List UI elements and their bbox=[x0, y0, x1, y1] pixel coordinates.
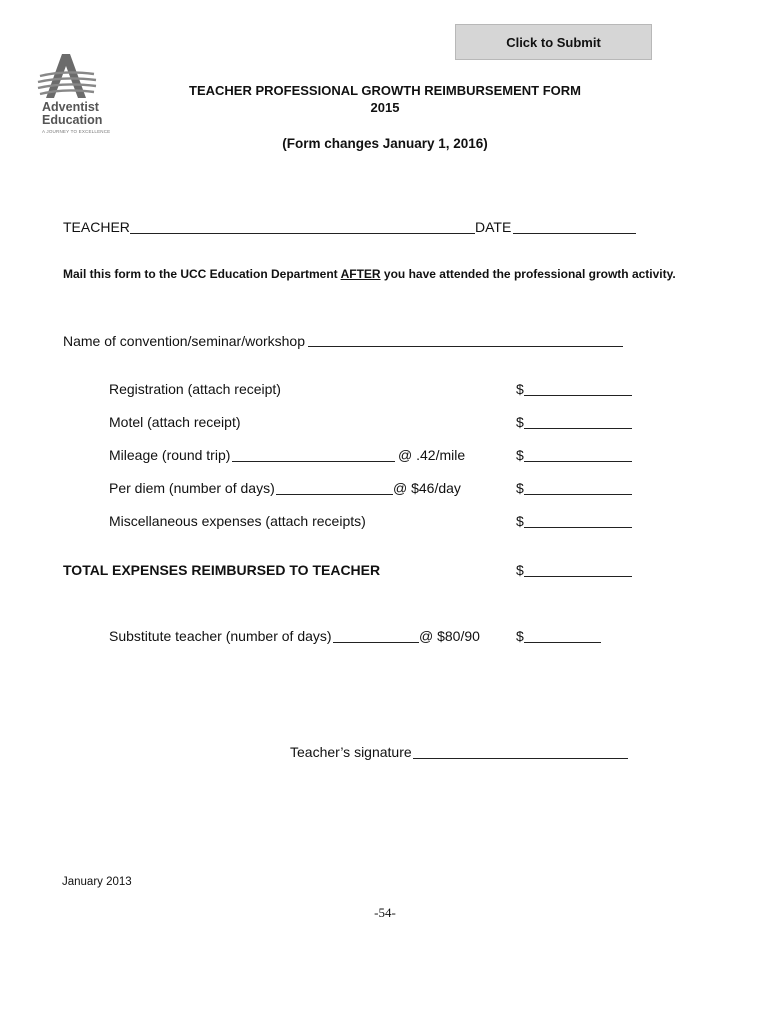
signature-field[interactable] bbox=[413, 758, 628, 759]
expense-currency: $ bbox=[516, 414, 524, 430]
teacher-label: TEACHER bbox=[63, 219, 130, 235]
page-number: -54- bbox=[374, 905, 396, 920]
convention-label: Name of convention/seminar/workshop bbox=[63, 333, 306, 349]
miscellaneous-amount-field[interactable] bbox=[524, 527, 632, 528]
expense-currency: $ bbox=[516, 447, 524, 463]
teacher-name-field[interactable] bbox=[130, 233, 475, 234]
date-field[interactable] bbox=[513, 233, 636, 234]
substitute-currency: $ bbox=[516, 628, 524, 644]
mail-instruction bbox=[63, 267, 676, 281]
form-title: TEACHER PROFESSIONAL GROWTH REIMBURSEMENT FORM bbox=[189, 83, 581, 98]
per-diem-amount-field[interactable] bbox=[524, 494, 632, 495]
expense-currency: $ bbox=[516, 381, 524, 397]
instruction-emphasis: AFTER bbox=[340, 267, 381, 281]
logo-text-education: Education bbox=[42, 113, 103, 127]
form-subtitle: (Form changes January 1, 2016) bbox=[282, 136, 488, 151]
submit-button[interactable]: Click to Submit bbox=[455, 24, 652, 60]
substitute-amount-field[interactable] bbox=[524, 642, 601, 643]
motel-amount-field[interactable] bbox=[524, 428, 632, 429]
expense-label-registration: Registration (attach receipt) bbox=[109, 381, 281, 397]
mileage-field[interactable] bbox=[232, 461, 395, 462]
convention-name-field[interactable] bbox=[308, 346, 623, 347]
logo-tagline: A JOURNEY TO EXCELLENCE bbox=[42, 129, 111, 134]
signature-label: Teacher’s signature bbox=[290, 744, 412, 760]
registration-amount-field[interactable] bbox=[524, 395, 632, 396]
date-label: DATE bbox=[475, 219, 512, 235]
total-currency: $ bbox=[516, 562, 524, 578]
expense-label-miscellaneous: Miscellaneous expenses (attach receipts) bbox=[109, 513, 366, 529]
footer-date: January 2013 bbox=[62, 876, 132, 888]
expense-currency: $ bbox=[516, 513, 524, 529]
instruction-text-before: Mail this form to the UCC Education Department bbox=[63, 267, 341, 281]
mileage-rate: @ .42/mile bbox=[398, 447, 466, 463]
form-year: 2015 bbox=[370, 100, 400, 115]
total-label: TOTAL EXPENSES REIMBURSED TO TEACHER bbox=[63, 562, 381, 578]
per-diem-days-field[interactable] bbox=[276, 494, 393, 495]
substitute-rate: @ $80/90 bbox=[419, 628, 480, 644]
substitute-label: Substitute teacher (number of days) bbox=[109, 628, 332, 644]
total-amount-field[interactable] bbox=[524, 576, 632, 577]
expense-currency: $ bbox=[516, 480, 524, 496]
instruction-text-after: you have attended the professional growth activity. bbox=[380, 267, 676, 281]
expense-label-per-diem: Per diem (number of days) bbox=[109, 480, 275, 496]
per-diem-rate: @ $46/day bbox=[393, 480, 461, 496]
substitute-days-field[interactable] bbox=[333, 642, 419, 643]
logo-text-adventist: Adventist bbox=[42, 100, 99, 114]
mileage-amount-field[interactable] bbox=[524, 461, 632, 462]
expense-label-mileage: Mileage (round trip) bbox=[109, 447, 231, 463]
expense-label-motel: Motel (attach receipt) bbox=[109, 414, 241, 430]
